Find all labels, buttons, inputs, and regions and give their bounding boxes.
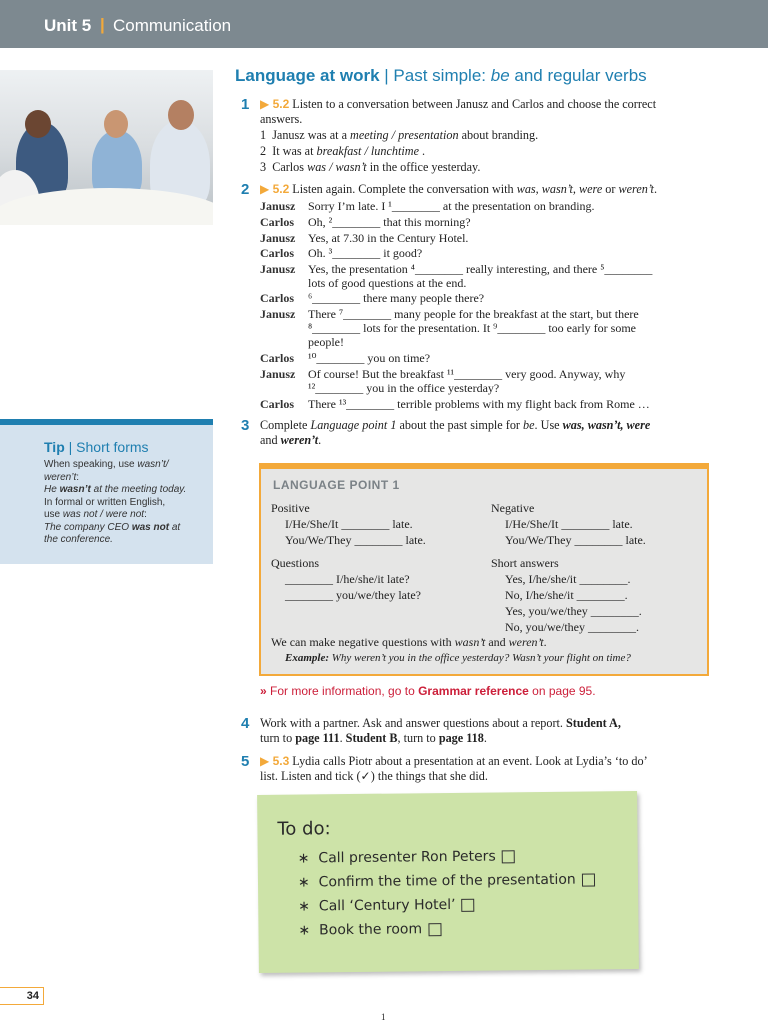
- dialogue-line: ⁸________ lots for the presentation. It ⁹________ too early for some: [308, 321, 636, 335]
- dialogue-line: Yes, the presentation ⁴________ really interesting, and there ⁵________: [308, 262, 653, 276]
- dialogue-line: lots of good questions at the end.: [308, 276, 467, 290]
- positive-row: I/He/She/It ________ late.: [285, 517, 413, 531]
- unit-header: [0, 0, 768, 48]
- negative-row: I/He/She/It ________ late.: [505, 517, 633, 531]
- dialogue-line: Oh. ³________ it good?: [308, 246, 423, 260]
- todo-item: ∗ Call presenter Ron Peters: [298, 848, 515, 866]
- todo-title: To do:: [277, 818, 331, 840]
- exercise-number: 4: [241, 715, 250, 732]
- dialogue-line: ⁶________ there many people there?: [308, 291, 485, 305]
- speaker-name: Carlos: [260, 215, 294, 229]
- exercise-number: 5: [241, 753, 250, 770]
- person-head: [168, 100, 194, 130]
- positive-heading: Positive: [271, 501, 310, 515]
- questions-heading: Questions: [271, 556, 319, 570]
- footer-number: 1: [381, 1012, 386, 1022]
- dialogue-line: There ⁷________ many people for the breakfast at the start, but there: [308, 307, 639, 321]
- double-chevron-icon: »: [260, 684, 267, 698]
- short-answer-row: Yes, I/he/she/it ________.: [505, 572, 631, 586]
- unit-label: Unit 5: [44, 16, 92, 35]
- tip-body: When speaking, use wasn’t/ weren’t: He wasn’t at the meeting today. In formal or written English, use was not / were not: The company CEO was not at the conference.: [44, 459, 187, 545]
- exercise-2-instruction: ▶ 5.2 Listen again. Complete the conversation with was, wasn’t, were or weren’t.: [260, 182, 657, 196]
- language-point-box: [259, 463, 709, 676]
- exercise-1-item: 2 It was at breakfast / lunchtime .: [260, 144, 426, 158]
- dialogue-line: ¹²________ you in the office yesterday?: [308, 381, 500, 395]
- question-row: ________ you/we/they late?: [285, 588, 421, 602]
- speaker-name: Carlos: [260, 291, 294, 305]
- tick-checkbox[interactable]: [582, 873, 595, 886]
- exercise-number: 1: [241, 96, 250, 113]
- short-answers-heading: Short answers: [491, 556, 559, 570]
- negative-heading: Negative: [491, 501, 535, 515]
- audio-track-icon[interactable]: ▶ 5.3: [260, 754, 290, 768]
- todo-note: [257, 791, 639, 973]
- section-heading: Language at work | Past simple: be and regular verbs: [235, 66, 647, 85]
- tip-box: [0, 419, 213, 564]
- page-number: 34: [0, 987, 44, 1005]
- dialogue-line: Of course! But the breakfast ¹¹________ very good. Anyway, why: [308, 367, 626, 381]
- language-point-note: We can make negative questions with wasn’t and weren’t.: [271, 635, 547, 649]
- header-separator: |: [100, 15, 105, 34]
- unit-title: Communication: [113, 16, 232, 35]
- speaker-name: Janusz: [260, 307, 296, 321]
- positive-row: You/We/They ________ late.: [285, 533, 426, 547]
- dialogue-line: There ¹³________ terrible problems with my flight back from Rome …: [308, 397, 650, 411]
- speaker-name: Janusz: [260, 367, 296, 381]
- speaker-name: Janusz: [260, 199, 296, 213]
- exercise-number: 3: [241, 417, 250, 434]
- todo-item: ∗ Confirm the time of the presentation: [298, 871, 595, 890]
- exercise-5-instruction: ▶ 5.3 Lydia calls Piotr about a presentation at an event. Look at Lydia’s ‘to do’ list. Listen and tick (✓) the things that she did.: [260, 754, 648, 783]
- exercise-4-instruction: Work with a partner. Ask and answer questions about a report. Student A, turn to page 111. Student B, turn to page 118.: [260, 716, 621, 745]
- exercise-1-item: 3 Carlos was / wasn’t in the office yesterday.: [260, 160, 481, 174]
- question-row: ________ I/he/she/it late?: [285, 572, 410, 586]
- asterisk-bullet-icon: ∗: [297, 850, 310, 867]
- todo-item: ∗ Book the room: [298, 921, 441, 938]
- exercise-number: 2: [241, 181, 250, 198]
- grammar-reference-link[interactable]: » For more information, go to Grammar reference on page 95.: [260, 684, 596, 698]
- short-answer-row: Yes, you/we/they ________.: [505, 604, 642, 618]
- tick-checkbox[interactable]: [462, 898, 475, 911]
- dialogue-line: ¹⁰________ you on time?: [308, 351, 431, 365]
- exercise-3-instruction: Complete Language point 1 about the past simple for be. Use was, wasn’t, were and weren’t.: [260, 418, 651, 447]
- speaker-name: Janusz: [260, 262, 296, 276]
- dialogue-line: Sorry I’m late. I ¹________ at the presentation on branding.: [308, 199, 595, 213]
- audio-track-icon[interactable]: ▶ 5.2: [260, 97, 290, 111]
- speaker-name: Carlos: [260, 351, 294, 365]
- person-head: [104, 110, 128, 138]
- tick-checkbox[interactable]: [502, 850, 515, 863]
- dialogue-line: Yes, at 7.30 in the Century Hotel.: [308, 231, 469, 245]
- language-point-title: LANGUAGE POINT 1: [273, 478, 400, 492]
- dialogue-line: people!: [308, 335, 344, 349]
- todo-item: ∗ Call ‘Century Hotel’: [298, 897, 474, 915]
- exercise-1-instruction: ▶ 5.2 Listen to a conversation between Janusz and Carlos and choose the correct answers.: [260, 97, 657, 126]
- short-answer-row: No, you/we/they ________.: [505, 620, 639, 634]
- asterisk-bullet-icon: ∗: [297, 874, 310, 891]
- speaker-name: Carlos: [260, 246, 294, 260]
- asterisk-bullet-icon: ∗: [298, 922, 311, 939]
- asterisk-bullet-icon: ∗: [298, 898, 311, 915]
- tip-heading: Tip | Short forms: [44, 439, 149, 455]
- speaker-name: Janusz: [260, 231, 296, 245]
- audio-track-icon[interactable]: ▶ 5.2: [260, 182, 290, 196]
- dialogue-line: Oh, ²________ that this morning?: [308, 215, 471, 229]
- person-head: [25, 110, 51, 138]
- business-meeting-photo: [0, 70, 213, 225]
- exercise-1-item: 1 Janusz was at a meeting / presentation about branding.: [260, 128, 539, 142]
- language-point-example: Example: Why weren’t you in the office yesterday? Wasn’t your flight on time?: [285, 652, 631, 664]
- speaker-name: Carlos: [260, 397, 294, 411]
- short-answer-row: No, I/he/she/it ________.: [505, 588, 628, 602]
- negative-row: You/We/They ________ late.: [505, 533, 646, 547]
- tick-checkbox[interactable]: [428, 923, 441, 936]
